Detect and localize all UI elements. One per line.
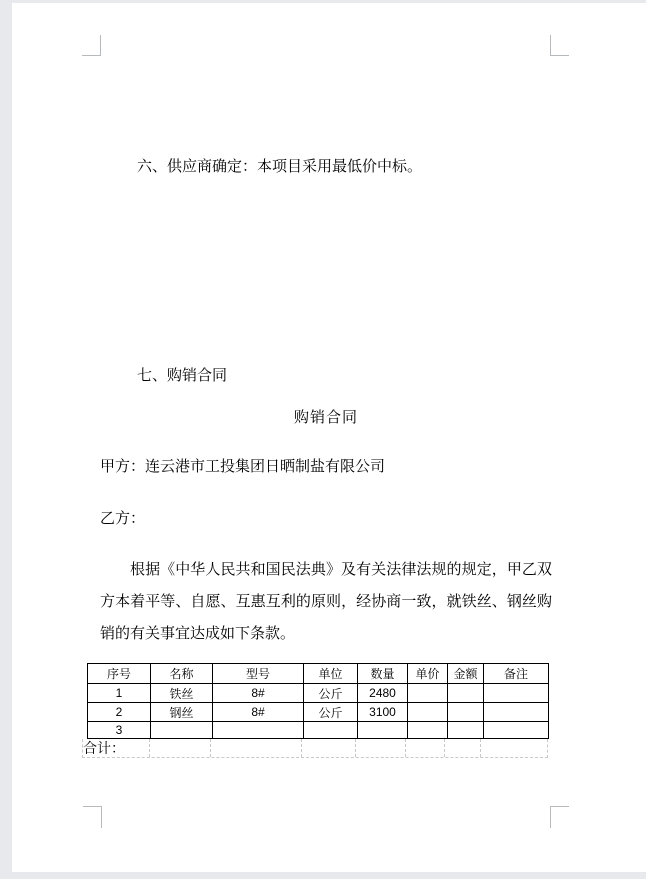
total-empty-cell bbox=[406, 739, 446, 757]
table-cell: 公斤 bbox=[304, 703, 358, 722]
table-cell: 3100 bbox=[358, 703, 408, 722]
margin-crop-mark-bottom-right bbox=[550, 806, 569, 828]
table-cell: 1 bbox=[88, 684, 151, 703]
table-cell bbox=[358, 722, 408, 739]
table-row bbox=[88, 684, 549, 703]
table-cell bbox=[408, 722, 448, 739]
table-header-cell: 数量 bbox=[358, 664, 408, 684]
total-label-cell bbox=[83, 739, 150, 757]
goods-table bbox=[87, 663, 549, 739]
table-cell: 钢丝 bbox=[151, 703, 213, 722]
total-empty-cell bbox=[302, 739, 356, 757]
margin-crop-mark-top-right bbox=[550, 35, 569, 56]
total-label: 合计： bbox=[83, 740, 125, 756]
section-six-heading: 六、供应商确定：本项目采用最低价中标。 bbox=[137, 158, 423, 175]
table-header-cell: 备注 bbox=[484, 664, 549, 684]
table-header-cell: 型号 bbox=[213, 664, 304, 684]
table-header-cell: 名称 bbox=[151, 664, 213, 684]
party-a-line: 甲方：连云港市工投集团日晒制盐有限公司 bbox=[100, 458, 386, 475]
margin-crop-mark-bottom-left bbox=[83, 806, 102, 828]
table-cell: 8# bbox=[213, 684, 304, 703]
total-empty-cell bbox=[211, 739, 302, 757]
margin-crop-mark-top-left bbox=[82, 35, 101, 56]
total-empty-cell bbox=[356, 739, 406, 757]
table-cell bbox=[151, 722, 213, 739]
table-cell bbox=[484, 684, 549, 703]
table-cell: 公斤 bbox=[304, 684, 358, 703]
total-empty-cell bbox=[481, 739, 547, 757]
contract-preamble: 根据《中华人民共和国民法典》及有关法律法规的规定，甲乙双方本着平等、自愿、互惠互利的原则，经协商一致，就铁丝、钢丝购销的有关事宜达成如下条款。 bbox=[100, 561, 552, 642]
table-cell bbox=[448, 722, 484, 739]
table-header-cell: 序号 bbox=[88, 664, 151, 684]
total-empty-cell bbox=[445, 739, 481, 757]
table-cell: 3 bbox=[88, 722, 151, 739]
table-cell: 2 bbox=[88, 703, 151, 722]
table-cell bbox=[484, 703, 549, 722]
table-cell bbox=[408, 703, 448, 722]
contract-title: 购销合同 bbox=[293, 409, 358, 426]
table-header-row bbox=[88, 664, 549, 684]
table-cell bbox=[408, 684, 448, 703]
table-total-row bbox=[82, 739, 548, 758]
table-cell bbox=[304, 722, 358, 739]
table-row bbox=[88, 703, 549, 722]
table-header-cell: 金额 bbox=[448, 664, 484, 684]
table-cell bbox=[484, 722, 549, 739]
table-row bbox=[88, 722, 549, 739]
table-cell: 8# bbox=[213, 703, 304, 722]
total-empty-cell bbox=[150, 739, 212, 757]
table-cell: 2480 bbox=[358, 684, 408, 703]
document-page bbox=[12, 3, 646, 872]
table-cell bbox=[213, 722, 304, 739]
table-cell bbox=[448, 703, 484, 722]
table-header-cell: 单位 bbox=[304, 664, 358, 684]
table-header-cell: 单价 bbox=[408, 664, 448, 684]
section-seven-heading: 七、购销合同 bbox=[137, 367, 228, 384]
table-cell bbox=[448, 684, 484, 703]
table-cell: 铁丝 bbox=[151, 684, 213, 703]
party-b-line: 乙方： bbox=[100, 510, 146, 527]
